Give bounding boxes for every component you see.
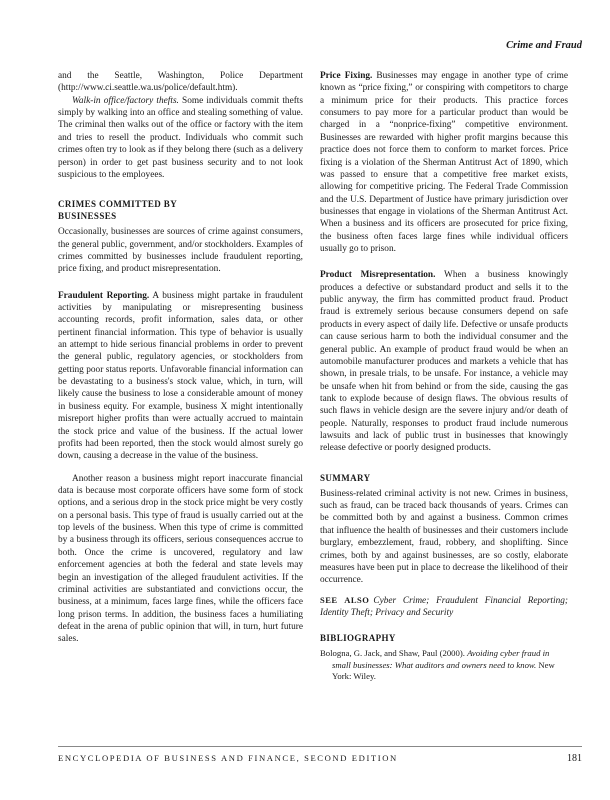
see-also-label: SEE ALSO [320,594,370,605]
running-head: Crime and Fraud [506,40,582,51]
price-paragraph [320,70,568,255]
bib-publisher: New York: Wiley. [332,659,555,681]
fraud-body: A business might partake in fraudulent activities by manipulating or misrepresenting business accounting records, profit information, sales data, or other pertinent financial information. This type of behavior is usually an attempt to hide serious financial problems in order to prevent the general public, regulatory agencies, or stockholders from getting poor status reports. Unfavorable financial information can be devastating to a business's stock value, which, in turn, will likely cause the business to lose a considerable amount of money in business equity. For example, business X might intentionally misreport higher profits than were actually accrued to maintain the stock price and value of the business. If the actual lower profits had been reported, then the stock would almost surely go down, causing a decrease in the value of the business. [58,290,303,462]
see-also [320,595,568,620]
crimes-heading [58,199,303,223]
fraud-term: Fraudulent Reporting. [58,290,150,301]
fraud-paragraph [58,290,303,463]
product-paragraph [320,269,568,454]
bib-authors: Bologna, G. Jack, and Shaw, Paul (2000). [320,648,468,659]
footer-publication: ENCYCLOPEDIA OF BUSINESS AND FINANCE, SECOND EDITION [58,753,398,763]
price-body: Businesses may engage in another type of crime known as “price fixing,” or conspiring with competitors to charge a minimum price for their products. This practice forces consumers to pay more for a particular product than would be charged in a “nonprice-fixing” competitive environment. Businesses are rewarded with higher profit margins because this practice does not force them to conform to market forces. Price fixing is a violation of the Sherman Antitrust Act of 1890, which was passed to ensure that a competitive free market exists, allowing for competitive pricing. The Federal Trade Commission and the U.S. Department of Justice have primary jurisdiction over businesses that engage in violations of the Sherman Antitrust Act. When a business and its officers are prosecuted for price fixing, the business often faces large fines while individual officers usually go to prison. [320,71,568,255]
walkin-body: Some individuals commit thefts simply by walking into an office and stealing something of value. The criminal then walks out of the office or factory with the item and tries to resell the product. Individuals who commit such crimes often try to look as if they belong there (such as a delivery person) in order to get past business security and to not look suspicious to the employees. [58,95,303,180]
bibliography-heading: BIBLIOGRAPHY [320,633,396,644]
walkin-paragraph [58,95,303,182]
see-also-links[interactable]: Cyber Crime; Fraudulent Financial Reporting; Identity Theft; Privacy and Security [320,595,568,618]
walkin-term: Walk-in office/factory thefts. [72,95,179,106]
crimes-heading-line2: BUSINESSES [58,211,117,222]
product-term: Product Misrepresentation. [320,270,436,281]
crimes-paragraph: Occasionally, businesses are sources of crime against consumers, the general public, government, and/or stockholders. Examples of crimes committed by businesses include fraudulent reporting, price fixing, and product misrepresentation. [58,227,303,275]
crimes-heading-line1: CRIMES COMMITTED BY [58,199,178,210]
page-number: 181 [567,753,582,764]
product-body: When a business knowingly produces a defective or substandard product and sells it to the public anyway, the firm has committed product fraud. Product fraud is extremely serious because consumers depend on safe products in every aspect of daily life. Defective or unsafe products can cause serious harm to both the individual consumer and the general public. An example of product fraud would be when an automobile manufacturer produces and markets a vehicle that has shown, in presale trials, to be unsafe. For instance, a vehicle may be unsafe when hit from behind or from the side, causing the gas tank to explode because of design flaws. The obvious results of such flaws in vehicle design are the severe injury and/or death of people. Naturally, responses to product fraud include numerous lawsuits and lack of public trust in businesses that knowingly release defective or poorly designed products. [320,270,568,454]
price-term: Price Fixing. [320,71,373,81]
bibliography-entry [320,648,568,682]
summary-paragraph: Business-related criminal activity is not new. Crimes in business, such as fraud, can be traced back thousands of years. Crimes can be committed both by and against a business. Common crimes that influence the health of businesses and their customers include burglary, embezzlement, fraud, robbery, and shoplifting. Since crimes, both by and against businesses, are so costly, elaborate measures have been put in place to decrease the likelihood of their occurrence. [320,488,568,586]
another-paragraph: Another reason a business might report inaccurate financial data is because most corporate officers have some form of stock options, and a serious drop in the stock price might be very costly on a personal basis. This type of fraud is usually carried out at the top levels of the business. When this type of crime is committed by a business through its officers, serious consequences accrue to both. Once the crime is uncovered, regulatory and law enforcement agencies at both the federal and state levels may begin an investigation of the alleged fraudulent activities. If the criminal activities are substantiated and convictions occur, the business, at a minimum, faces large fines, while the officers face long prison terms. In addition, the business faces a humiliating defeat in the arena of public opinion that will, in turn, hurt future sales. [58,473,303,645]
intro-paragraph: and the Seattle, Washington, Police Department (http://www.ci.seattle.wa.us/police/default.htm). [58,71,303,94]
right-column [320,70,568,682]
summary-heading: SUMMARY [320,472,371,483]
left-column [58,70,303,646]
bib-title: Avoiding cyber fraud in small businesses: What auditors and owners need to know. [332,648,550,670]
footer-rule [58,746,582,747]
